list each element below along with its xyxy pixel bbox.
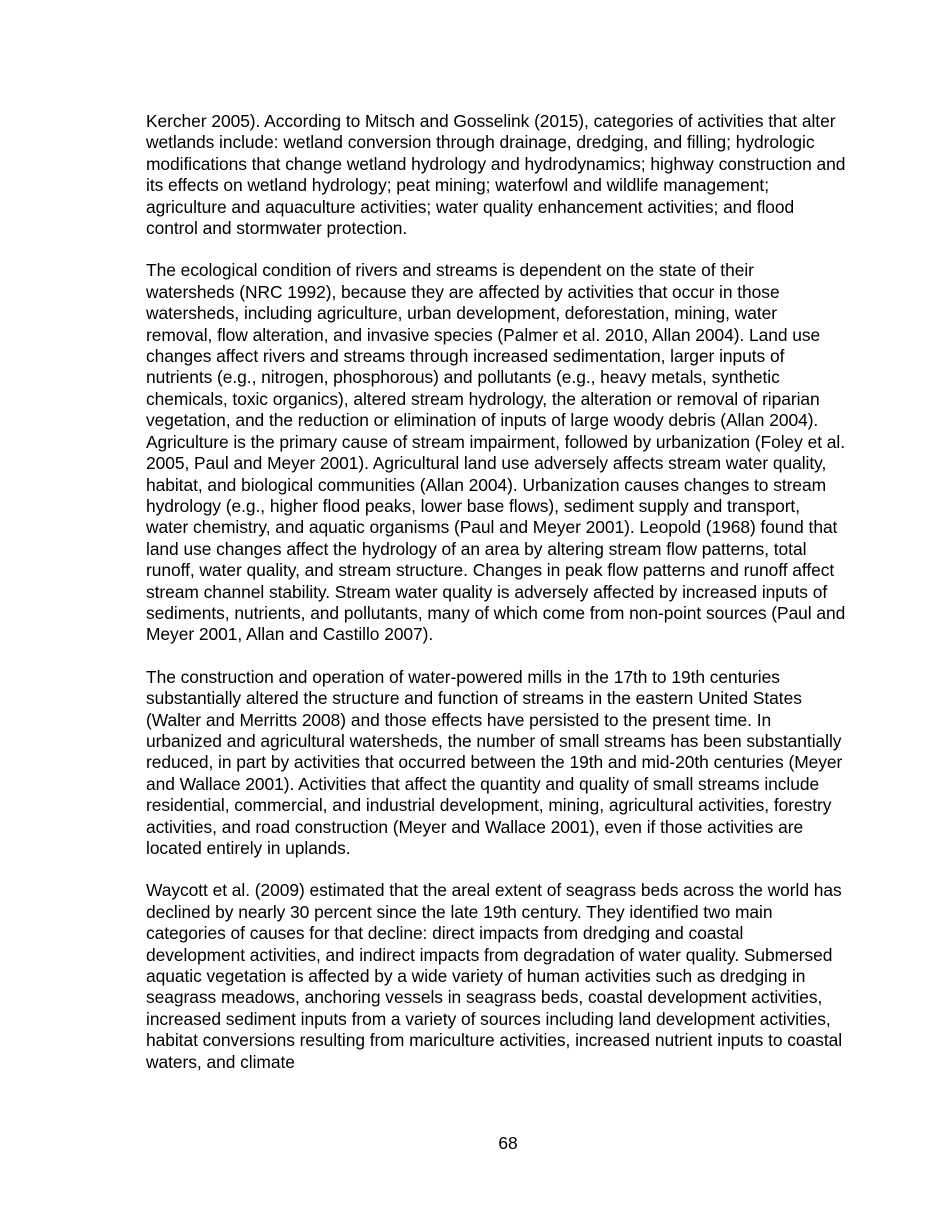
page-number: 68 <box>498 1133 518 1153</box>
paragraph-seagrass: Waycott et al. (2009) estimated that the areal extent of seagrass beds across the world has declined by nearly 30 percent since the late 19th century. They identified two main categories of causes for that decline: direct impacts from dredging and coastal development activities, and indirect impacts from degradation of water quality. Submersed aquatic vegetation is affected by a wide variety of human activities such as dredging in seagrass meadows, anchoring vessels in seagrass beds, coastal development activities, increased sediment inputs from a variety of sources including land development activities, habitat conversions resulting from mariculture activities, increased nutrient inputs to coastal waters, and climate <box>146 880 843 1072</box>
body-text <box>146 111 846 1094</box>
paragraph-rivers-streams: The ecological condition of rivers and streams is dependent on the state of their watersheds (NRC 1992), because they are affected by activities that occur in those watersheds, including agriculture, urban development, deforestation, mining, water removal, flow alteration, and invasive species (Palmer et al. 2010, Allan 2004). Land use changes affect rivers and streams through increased sedimentation, larger inputs of nutrients (e.g., nitrogen, phosphorous) and pollutants (e.g., heavy metals, synthetic chemicals, toxic organics), altered stream hydrology, the alteration or removal of riparian vegetation, and the reduction or elimination of inputs of large woody debris (Allan 2004). Agriculture is the primary cause of stream impairment, followed by urbanization (Foley et al. 2005, Paul and Meyer 2001). Agricultural land use adversely affects stream water quality, habitat, and biological communities (Allan 2004). Urbanization causes changes to stream hydrology (e.g., higher flood peaks, lower base flows), sediment supply and transport, water chemistry, and aquatic organisms (Paul and Meyer 2001). Leopold (1968) found that land use changes affect the hydrology of an area by altering stream flow patterns, total runoff, water quality, and stream structure. Changes in peak flow patterns and runoff affect stream channel stability. Stream water quality is adversely affected by increased inputs of sediments, nutrients, and pollutants, many of which come from non-point sources (Paul and Meyer 2001, Allan and Castillo 2007). <box>146 260 846 645</box>
paragraph-wetland-activities: Kercher 2005). According to Mitsch and Gosselink (2015), categories of activities that alter wetlands include: wetland conversion through drainage, dredging, and filling; hydrologic modifications that change wetland hydrology and hydrodynamics; highway construction and its effects on wetland hydrology; peat mining; waterfowl and wildlife management; agriculture and aquaculture activities; water quality enhancement activities; and flood control and stormwater protection. <box>146 111 846 239</box>
paragraph-water-mills: The construction and operation of water-powered mills in the 17th to 19th centuries substantially altered the structure and function of streams in the eastern United States (Walter and Merritts 2008) and those effects have persisted to the present time. In urbanized and agricultural watersheds, the number of small streams has been substantially reduced, in part by activities that occurred between the 19th and mid-20th centuries (Meyer and Wallace 2001). Activities that affect the quantity and quality of small streams include residential, commercial, and industrial development, mining, agricultural activities, forestry activities, and road construction (Meyer and Wallace 2001), even if those activities are located entirely in uplands. <box>146 666 843 858</box>
